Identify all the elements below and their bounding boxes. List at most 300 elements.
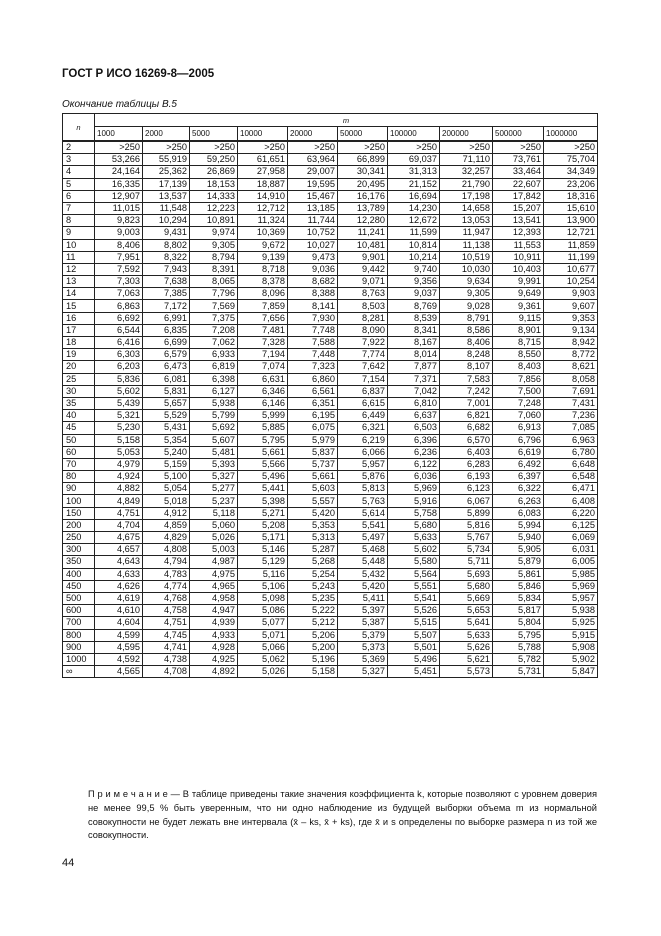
row-n-cell: 15 bbox=[63, 300, 95, 312]
value-cell: 5,603 bbox=[288, 483, 338, 495]
value-cell: 8,718 bbox=[238, 263, 288, 275]
value-cell: 8,248 bbox=[440, 349, 493, 361]
value-cell: 5,969 bbox=[388, 483, 440, 495]
value-cell: 5,979 bbox=[288, 434, 338, 446]
note-label: П р и м е ч а н и е bbox=[88, 789, 168, 799]
value-cell: 5,077 bbox=[238, 617, 288, 629]
value-cell: 5,621 bbox=[440, 653, 493, 665]
value-cell: 9,473 bbox=[288, 251, 338, 263]
table-row bbox=[63, 580, 598, 592]
row-n-cell: 350 bbox=[63, 556, 95, 568]
value-cell: 5,515 bbox=[388, 617, 440, 629]
row-n-cell: 500 bbox=[63, 592, 95, 604]
table-row bbox=[63, 495, 598, 507]
table-row bbox=[63, 215, 598, 227]
value-cell: 9,672 bbox=[238, 239, 288, 251]
row-n-cell: 5 bbox=[63, 178, 95, 190]
value-cell: 5,159 bbox=[143, 458, 190, 470]
value-cell: 25,362 bbox=[143, 166, 190, 178]
value-cell: 7,691 bbox=[544, 385, 598, 397]
value-cell: 4,774 bbox=[143, 580, 190, 592]
table-row bbox=[63, 312, 598, 324]
value-cell: 6,123 bbox=[440, 483, 493, 495]
table-row bbox=[63, 397, 598, 409]
value-cell: 5,222 bbox=[288, 605, 338, 617]
value-cell: 7,943 bbox=[143, 263, 190, 275]
value-cell: 9,305 bbox=[440, 288, 493, 300]
value-cell: 5,653 bbox=[440, 605, 493, 617]
value-cell: 5,054 bbox=[143, 483, 190, 495]
value-cell: 11,324 bbox=[238, 215, 288, 227]
table-row bbox=[63, 300, 598, 312]
value-cell: 6,503 bbox=[388, 422, 440, 434]
value-cell: 6,492 bbox=[493, 458, 544, 470]
value-cell: 9,037 bbox=[388, 288, 440, 300]
table-row bbox=[63, 178, 598, 190]
value-cell: 6,351 bbox=[288, 397, 338, 409]
value-cell: 9,431 bbox=[143, 227, 190, 239]
value-cell: 5,420 bbox=[288, 507, 338, 519]
value-cell: 5,804 bbox=[493, 617, 544, 629]
value-cell: 6,835 bbox=[143, 324, 190, 336]
row-n-cell: 18 bbox=[63, 337, 95, 349]
value-cell: 6,398 bbox=[190, 373, 238, 385]
standard-header: ГОСТ Р ИСО 16269-8—2005 bbox=[62, 68, 215, 80]
value-cell: 7,774 bbox=[338, 349, 388, 361]
column-header-row bbox=[63, 127, 598, 142]
value-cell: 4,947 bbox=[190, 605, 238, 617]
value-cell: 8,682 bbox=[288, 276, 338, 288]
value-cell: 5,397 bbox=[338, 605, 388, 617]
value-cell: 6,570 bbox=[440, 434, 493, 446]
value-cell: 18,316 bbox=[544, 190, 598, 202]
value-cell: 5,432 bbox=[338, 568, 388, 580]
row-n-cell: 900 bbox=[63, 641, 95, 653]
value-cell: 5,938 bbox=[544, 605, 598, 617]
column-header: 5000 bbox=[190, 127, 238, 142]
value-cell: 5,957 bbox=[338, 458, 388, 470]
row-n-cell: 60 bbox=[63, 446, 95, 458]
table-row bbox=[63, 166, 598, 178]
value-cell: 32,257 bbox=[440, 166, 493, 178]
value-cell: 4,808 bbox=[143, 544, 190, 556]
value-cell: 7,859 bbox=[238, 300, 288, 312]
value-cell: 4,925 bbox=[190, 653, 238, 665]
table-row bbox=[63, 471, 598, 483]
value-cell: 5,607 bbox=[190, 434, 238, 446]
value-cell: 8,391 bbox=[190, 263, 238, 275]
value-cell: 5,614 bbox=[338, 507, 388, 519]
value-cell: 73,761 bbox=[493, 154, 544, 166]
table-row bbox=[63, 629, 598, 641]
value-cell: 33,464 bbox=[493, 166, 544, 178]
value-cell: 4,657 bbox=[95, 544, 143, 556]
value-cell: 6,081 bbox=[143, 373, 190, 385]
value-cell: 5,834 bbox=[493, 592, 544, 604]
row-n-cell: 7 bbox=[63, 202, 95, 214]
table-body bbox=[63, 141, 598, 678]
value-cell: 5,200 bbox=[288, 641, 338, 653]
value-cell: 6,127 bbox=[190, 385, 238, 397]
value-cell: 4,987 bbox=[190, 556, 238, 568]
value-cell: 8,763 bbox=[338, 288, 388, 300]
value-cell: 5,915 bbox=[544, 629, 598, 641]
value-cell: 7,796 bbox=[190, 288, 238, 300]
value-cell: 5,118 bbox=[190, 507, 238, 519]
value-cell: 10,027 bbox=[288, 239, 338, 251]
value-cell: 4,643 bbox=[95, 556, 143, 568]
row-n-cell: 50 bbox=[63, 434, 95, 446]
value-cell: 19,595 bbox=[288, 178, 338, 190]
value-cell: 4,882 bbox=[95, 483, 143, 495]
value-cell: 5,837 bbox=[288, 446, 338, 458]
value-cell: 12,280 bbox=[338, 215, 388, 227]
value-cell: 5,327 bbox=[338, 666, 388, 678]
value-cell: 10,677 bbox=[544, 263, 598, 275]
value-cell: 5,905 bbox=[493, 544, 544, 556]
value-cell: 4,595 bbox=[95, 641, 143, 653]
value-cell: 6,263 bbox=[493, 495, 544, 507]
row-n-cell: 13 bbox=[63, 276, 95, 288]
value-cell: 5,669 bbox=[440, 592, 493, 604]
value-cell: 5,369 bbox=[338, 653, 388, 665]
value-cell: 4,958 bbox=[190, 592, 238, 604]
table-row bbox=[63, 556, 598, 568]
table-row bbox=[63, 227, 598, 239]
value-cell: 5,373 bbox=[338, 641, 388, 653]
table-row bbox=[63, 190, 598, 202]
value-cell: 10,911 bbox=[493, 251, 544, 263]
value-cell: 10,369 bbox=[238, 227, 288, 239]
value-cell: 16,335 bbox=[95, 178, 143, 190]
value-cell: 5,398 bbox=[238, 495, 288, 507]
value-cell: 5,327 bbox=[190, 471, 238, 483]
value-cell: 8,096 bbox=[238, 288, 288, 300]
table-row bbox=[63, 154, 598, 166]
value-cell: 21,790 bbox=[440, 178, 493, 190]
row-n-cell: 40 bbox=[63, 410, 95, 422]
value-cell: 5,969 bbox=[544, 580, 598, 592]
value-cell: 7,375 bbox=[190, 312, 238, 324]
value-cell: 4,979 bbox=[95, 458, 143, 470]
table-row bbox=[63, 288, 598, 300]
value-cell: 16,694 bbox=[388, 190, 440, 202]
column-header: 100000 bbox=[388, 127, 440, 142]
value-cell: 5,379 bbox=[338, 629, 388, 641]
row-n-cell: 2 bbox=[63, 141, 95, 154]
value-cell: 17,842 bbox=[493, 190, 544, 202]
value-cell: 6,403 bbox=[440, 446, 493, 458]
value-cell: 7,500 bbox=[493, 385, 544, 397]
value-cell: 4,751 bbox=[143, 617, 190, 629]
value-cell: 23,206 bbox=[544, 178, 598, 190]
value-cell: 7,385 bbox=[143, 288, 190, 300]
value-cell: 5,501 bbox=[388, 641, 440, 653]
value-cell: 7,236 bbox=[544, 410, 598, 422]
value-cell: 5,100 bbox=[143, 471, 190, 483]
value-cell: 5,916 bbox=[388, 495, 440, 507]
value-cell: 5,313 bbox=[288, 532, 338, 544]
value-cell: 5,321 bbox=[95, 410, 143, 422]
value-cell: 4,675 bbox=[95, 532, 143, 544]
value-cell: 5,602 bbox=[95, 385, 143, 397]
value-cell: 6,561 bbox=[288, 385, 338, 397]
value-cell: 4,610 bbox=[95, 605, 143, 617]
value-cell: 5,071 bbox=[238, 629, 288, 641]
value-cell: 5,711 bbox=[440, 556, 493, 568]
value-cell: 6,146 bbox=[238, 397, 288, 409]
value-cell: 5,861 bbox=[493, 568, 544, 580]
value-cell: 4,619 bbox=[95, 592, 143, 604]
value-cell: 9,139 bbox=[238, 251, 288, 263]
row-n-cell: 16 bbox=[63, 312, 95, 324]
value-cell: 8,322 bbox=[143, 251, 190, 263]
value-cell: 5,795 bbox=[493, 629, 544, 641]
value-cell: 6,303 bbox=[95, 349, 143, 361]
value-cell: 8,065 bbox=[190, 276, 238, 288]
value-cell: 5,551 bbox=[388, 580, 440, 592]
table-row bbox=[63, 141, 598, 154]
value-cell: 5,541 bbox=[388, 592, 440, 604]
value-cell: 8,090 bbox=[338, 324, 388, 336]
table-row bbox=[63, 605, 598, 617]
value-cell: 4,626 bbox=[95, 580, 143, 592]
value-cell: 7,063 bbox=[95, 288, 143, 300]
value-cell: 10,752 bbox=[288, 227, 338, 239]
value-cell: 8,107 bbox=[440, 361, 493, 373]
value-cell: 16,176 bbox=[338, 190, 388, 202]
column-header: 2000 bbox=[143, 127, 190, 142]
value-cell: 11,744 bbox=[288, 215, 338, 227]
table-row bbox=[63, 507, 598, 519]
value-cell: 7,431 bbox=[544, 397, 598, 409]
value-cell: 5,661 bbox=[288, 471, 338, 483]
row-n-cell: 600 bbox=[63, 605, 95, 617]
column-header: 1000000 bbox=[544, 127, 598, 142]
table-row bbox=[63, 519, 598, 531]
table-row bbox=[63, 276, 598, 288]
value-cell: 6,067 bbox=[440, 495, 493, 507]
table-row bbox=[63, 568, 598, 580]
value-cell: >250 bbox=[95, 141, 143, 154]
value-cell: 6,220 bbox=[544, 507, 598, 519]
page-number: 44 bbox=[62, 857, 75, 869]
value-cell: 5,680 bbox=[388, 519, 440, 531]
value-cell: 6,637 bbox=[388, 410, 440, 422]
value-cell: 6,837 bbox=[338, 385, 388, 397]
value-cell: 8,388 bbox=[288, 288, 338, 300]
value-cell: 5,098 bbox=[238, 592, 288, 604]
value-cell: 5,836 bbox=[95, 373, 143, 385]
value-cell: 5,633 bbox=[440, 629, 493, 641]
row-n-cell: 30 bbox=[63, 385, 95, 397]
table-row bbox=[63, 361, 598, 373]
value-cell: 5,496 bbox=[238, 471, 288, 483]
value-cell: 6,810 bbox=[388, 397, 440, 409]
value-cell: 5,925 bbox=[544, 617, 598, 629]
value-cell: 9,607 bbox=[544, 300, 598, 312]
value-cell: 10,814 bbox=[388, 239, 440, 251]
value-cell: 5,846 bbox=[493, 580, 544, 592]
value-cell: 5,693 bbox=[440, 568, 493, 580]
value-cell: 5,066 bbox=[238, 641, 288, 653]
value-cell: 5,731 bbox=[493, 666, 544, 678]
table-row bbox=[63, 483, 598, 495]
value-cell: 9,991 bbox=[493, 276, 544, 288]
value-cell: 6,819 bbox=[190, 361, 238, 373]
value-cell: 5,566 bbox=[238, 458, 288, 470]
value-cell: 9,634 bbox=[440, 276, 493, 288]
value-cell: 7,481 bbox=[238, 324, 288, 336]
value-cell: 4,758 bbox=[143, 605, 190, 617]
value-cell: 5,235 bbox=[288, 592, 338, 604]
value-cell: 5,795 bbox=[238, 434, 288, 446]
column-header: 200000 bbox=[440, 127, 493, 142]
value-cell: 24,164 bbox=[95, 166, 143, 178]
row-n-cell: 70 bbox=[63, 458, 95, 470]
value-cell: 5,287 bbox=[288, 544, 338, 556]
value-cell: >250 bbox=[440, 141, 493, 154]
value-cell: 7,154 bbox=[338, 373, 388, 385]
value-cell: 6,066 bbox=[338, 446, 388, 458]
column-header: 1000 bbox=[95, 127, 143, 142]
value-cell: 7,172 bbox=[143, 300, 190, 312]
value-cell: 5,507 bbox=[388, 629, 440, 641]
table-row bbox=[63, 202, 598, 214]
value-cell: 5,171 bbox=[238, 532, 288, 544]
value-cell: 5,847 bbox=[544, 666, 598, 678]
value-cell: 26,869 bbox=[190, 166, 238, 178]
row-n-cell: 14 bbox=[63, 288, 95, 300]
column-header: 50000 bbox=[338, 127, 388, 142]
value-cell: 5,496 bbox=[388, 653, 440, 665]
value-cell: 8,794 bbox=[190, 251, 238, 263]
value-cell: 6,963 bbox=[544, 434, 598, 446]
value-cell: 18,887 bbox=[238, 178, 288, 190]
row-n-cell: 800 bbox=[63, 629, 95, 641]
value-cell: 6,682 bbox=[440, 422, 493, 434]
value-cell: 9,649 bbox=[493, 288, 544, 300]
value-cell: 5,758 bbox=[388, 507, 440, 519]
value-cell: 7,001 bbox=[440, 397, 493, 409]
value-cell: 11,138 bbox=[440, 239, 493, 251]
value-cell: 4,592 bbox=[95, 653, 143, 665]
value-cell: 5,626 bbox=[440, 641, 493, 653]
value-cell: 9,036 bbox=[288, 263, 338, 275]
value-cell: 5,268 bbox=[288, 556, 338, 568]
value-cell: 9,071 bbox=[338, 276, 388, 288]
value-cell: 5,680 bbox=[440, 580, 493, 592]
value-cell: 8,281 bbox=[338, 312, 388, 324]
value-cell: 6,473 bbox=[143, 361, 190, 373]
value-cell: >250 bbox=[338, 141, 388, 154]
value-cell: 8,141 bbox=[288, 300, 338, 312]
value-cell: 4,965 bbox=[190, 580, 238, 592]
value-cell: 17,139 bbox=[143, 178, 190, 190]
row-n-cell: 90 bbox=[63, 483, 95, 495]
value-cell: 8,772 bbox=[544, 349, 598, 361]
value-cell: 8,406 bbox=[95, 239, 143, 251]
row-n-cell: 450 bbox=[63, 580, 95, 592]
value-cell: 10,254 bbox=[544, 276, 598, 288]
value-cell: 8,550 bbox=[493, 349, 544, 361]
value-cell: 5,661 bbox=[238, 446, 288, 458]
value-cell: 5,529 bbox=[143, 410, 190, 422]
table-row bbox=[63, 641, 598, 653]
value-cell: 4,604 bbox=[95, 617, 143, 629]
value-cell: 63,964 bbox=[288, 154, 338, 166]
value-cell: 8,791 bbox=[440, 312, 493, 324]
value-cell: 12,393 bbox=[493, 227, 544, 239]
table-row bbox=[63, 544, 598, 556]
value-cell: 11,599 bbox=[388, 227, 440, 239]
value-cell: 5,633 bbox=[388, 532, 440, 544]
row-n-cell: 300 bbox=[63, 544, 95, 556]
value-cell: 5,481 bbox=[190, 446, 238, 458]
value-cell: 5,938 bbox=[190, 397, 238, 409]
value-cell: 6,933 bbox=[190, 349, 238, 361]
value-cell: 27,958 bbox=[238, 166, 288, 178]
table-row bbox=[63, 373, 598, 385]
value-cell: 5,353 bbox=[288, 519, 338, 531]
row-n-cell: 200 bbox=[63, 519, 95, 531]
value-cell: 5,053 bbox=[95, 446, 143, 458]
value-cell: 5,451 bbox=[388, 666, 440, 678]
value-cell: 6,346 bbox=[238, 385, 288, 397]
table-row bbox=[63, 446, 598, 458]
value-cell: 9,974 bbox=[190, 227, 238, 239]
value-cell: 5,129 bbox=[238, 556, 288, 568]
value-cell: 5,026 bbox=[238, 666, 288, 678]
value-cell: 9,028 bbox=[440, 300, 493, 312]
value-cell: 9,740 bbox=[388, 263, 440, 275]
value-cell: 5,206 bbox=[288, 629, 338, 641]
value-cell: 11,553 bbox=[493, 239, 544, 251]
value-cell: >250 bbox=[493, 141, 544, 154]
value-cell: 15,610 bbox=[544, 202, 598, 214]
value-cell: 9,115 bbox=[493, 312, 544, 324]
value-cell: 6,796 bbox=[493, 434, 544, 446]
value-cell: 5,957 bbox=[544, 592, 598, 604]
value-cell: 11,548 bbox=[143, 202, 190, 214]
value-cell: 7,656 bbox=[238, 312, 288, 324]
value-cell: 4,794 bbox=[143, 556, 190, 568]
value-cell: 55,919 bbox=[143, 154, 190, 166]
value-cell: 5,876 bbox=[338, 471, 388, 483]
value-cell: 7,588 bbox=[288, 337, 338, 349]
value-cell: 6,005 bbox=[544, 556, 598, 568]
table-row bbox=[63, 239, 598, 251]
value-cell: 9,903 bbox=[544, 288, 598, 300]
row-n-cell: 11 bbox=[63, 251, 95, 263]
value-cell: 7,642 bbox=[338, 361, 388, 373]
value-cell: 8,403 bbox=[493, 361, 544, 373]
table-row bbox=[63, 349, 598, 361]
value-cell: 59,250 bbox=[190, 154, 238, 166]
value-cell: 17,198 bbox=[440, 190, 493, 202]
row-n-cell: 4 bbox=[63, 166, 95, 178]
value-cell: 5,541 bbox=[338, 519, 388, 531]
value-cell: 6,991 bbox=[143, 312, 190, 324]
row-n-cell: 3 bbox=[63, 154, 95, 166]
value-cell: 7,248 bbox=[493, 397, 544, 409]
value-cell: 30,341 bbox=[338, 166, 388, 178]
value-cell: 5,240 bbox=[143, 446, 190, 458]
value-cell: 75,704 bbox=[544, 154, 598, 166]
value-cell: 4,768 bbox=[143, 592, 190, 604]
value-cell: 6,195 bbox=[288, 410, 338, 422]
value-cell: 9,305 bbox=[190, 239, 238, 251]
